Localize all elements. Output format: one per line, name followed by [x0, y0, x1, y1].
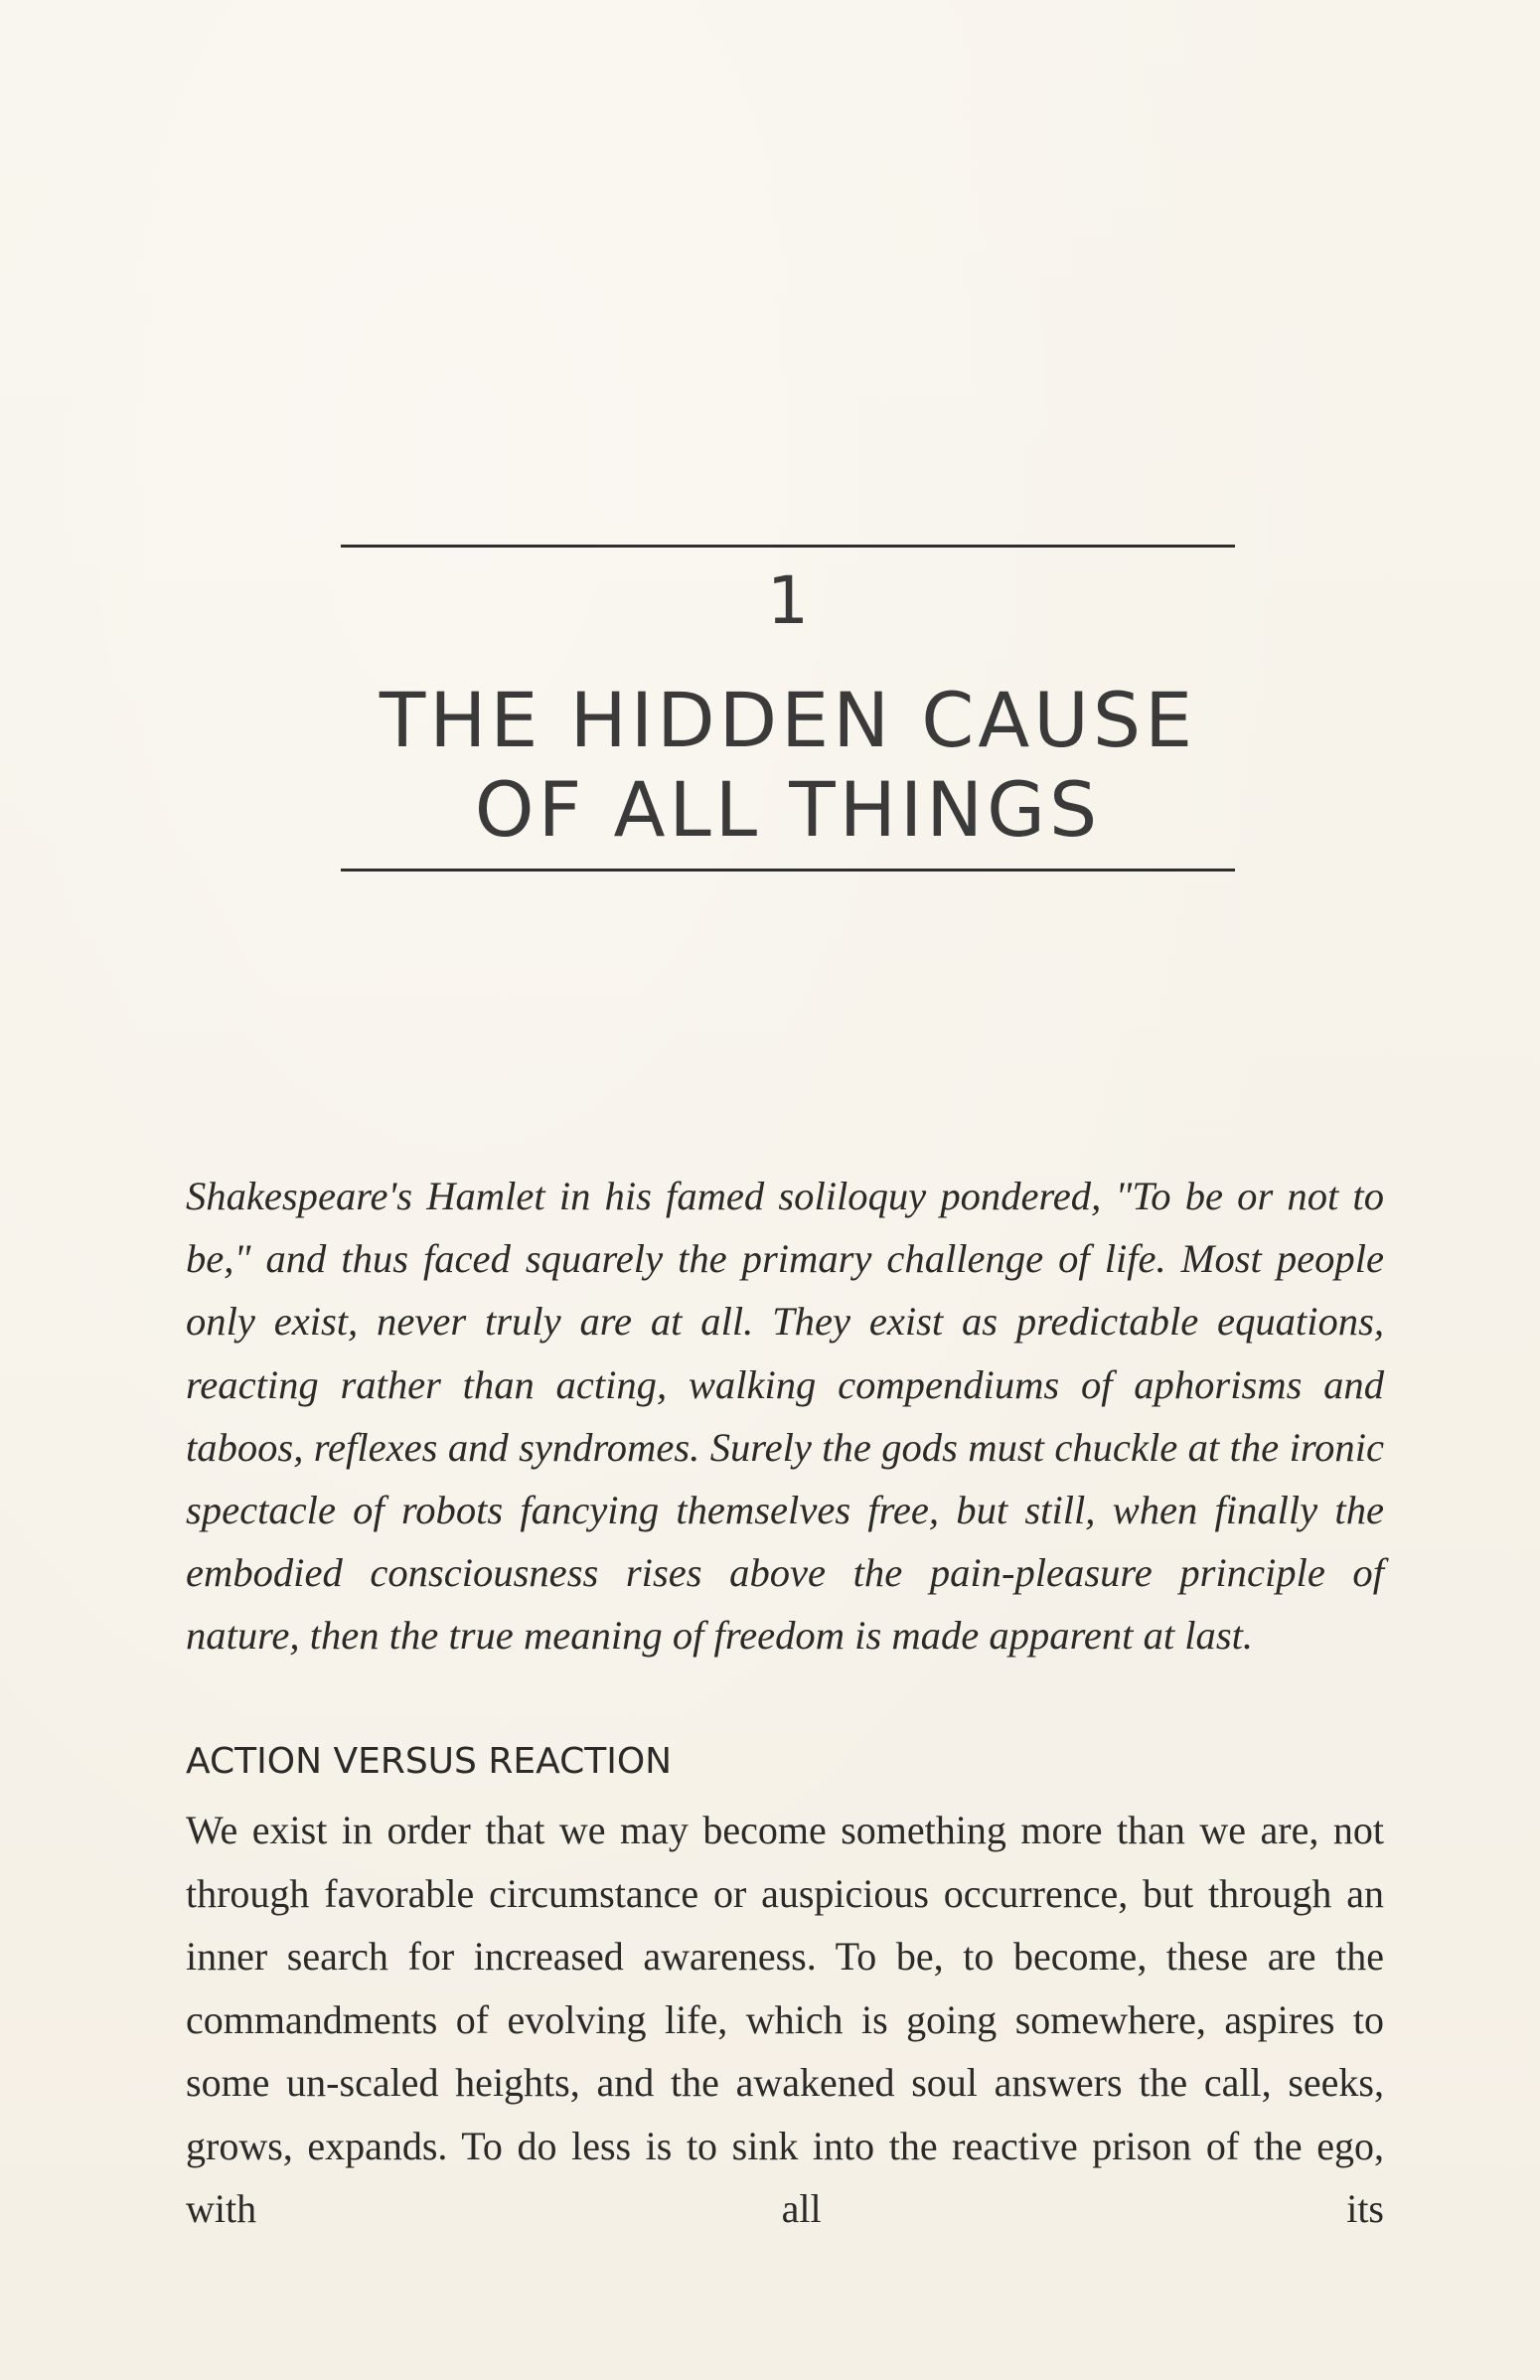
- chapter-title: [298, 676, 1278, 855]
- chapter-title-line-1: THE HIDDEN CAUSE: [379, 676, 1197, 764]
- chapter-number: 1: [767, 562, 809, 639]
- chapter-top-rule: [341, 545, 1235, 548]
- chapter-bottom-rule: [341, 869, 1235, 872]
- chapter-epigraph: Shakespeare's Hamlet in his famed soliloquy pondered, "To be or not to be," and thus faced squarely the primary challenge of life. Most people only exist, never truly are at all. They exist as predictable equations, reacting rather than acting, walking compendiums of aphorisms and taboos, reflexes and syndromes. Surely the gods must chuckle at the ironic spectacle of robots fancying themselves free, but still, when finally the embodied consciousness rises above the pain-pleasure principle of nature, then the true meaning of freedom is made apparent at last.: [186, 1174, 1384, 1659]
- body-paragraph: We exist in order that we may become something more than we are, not through favorable circumstance or auspicious occurrence, but through an inner search for increased awareness. To be, to become, these are the commandments of evolving life, which is going somewhere, aspires to some un-scaled heights, and the awakened soul answers the call, seeks, grows, expands. To do less is to sink into the reactive prison of the ego, with all its: [186, 1808, 1384, 2231]
- chapter-title-line-2: OF ALL THINGS: [474, 765, 1102, 854]
- section-heading: ACTION VERSUS REACTION: [186, 1741, 673, 1782]
